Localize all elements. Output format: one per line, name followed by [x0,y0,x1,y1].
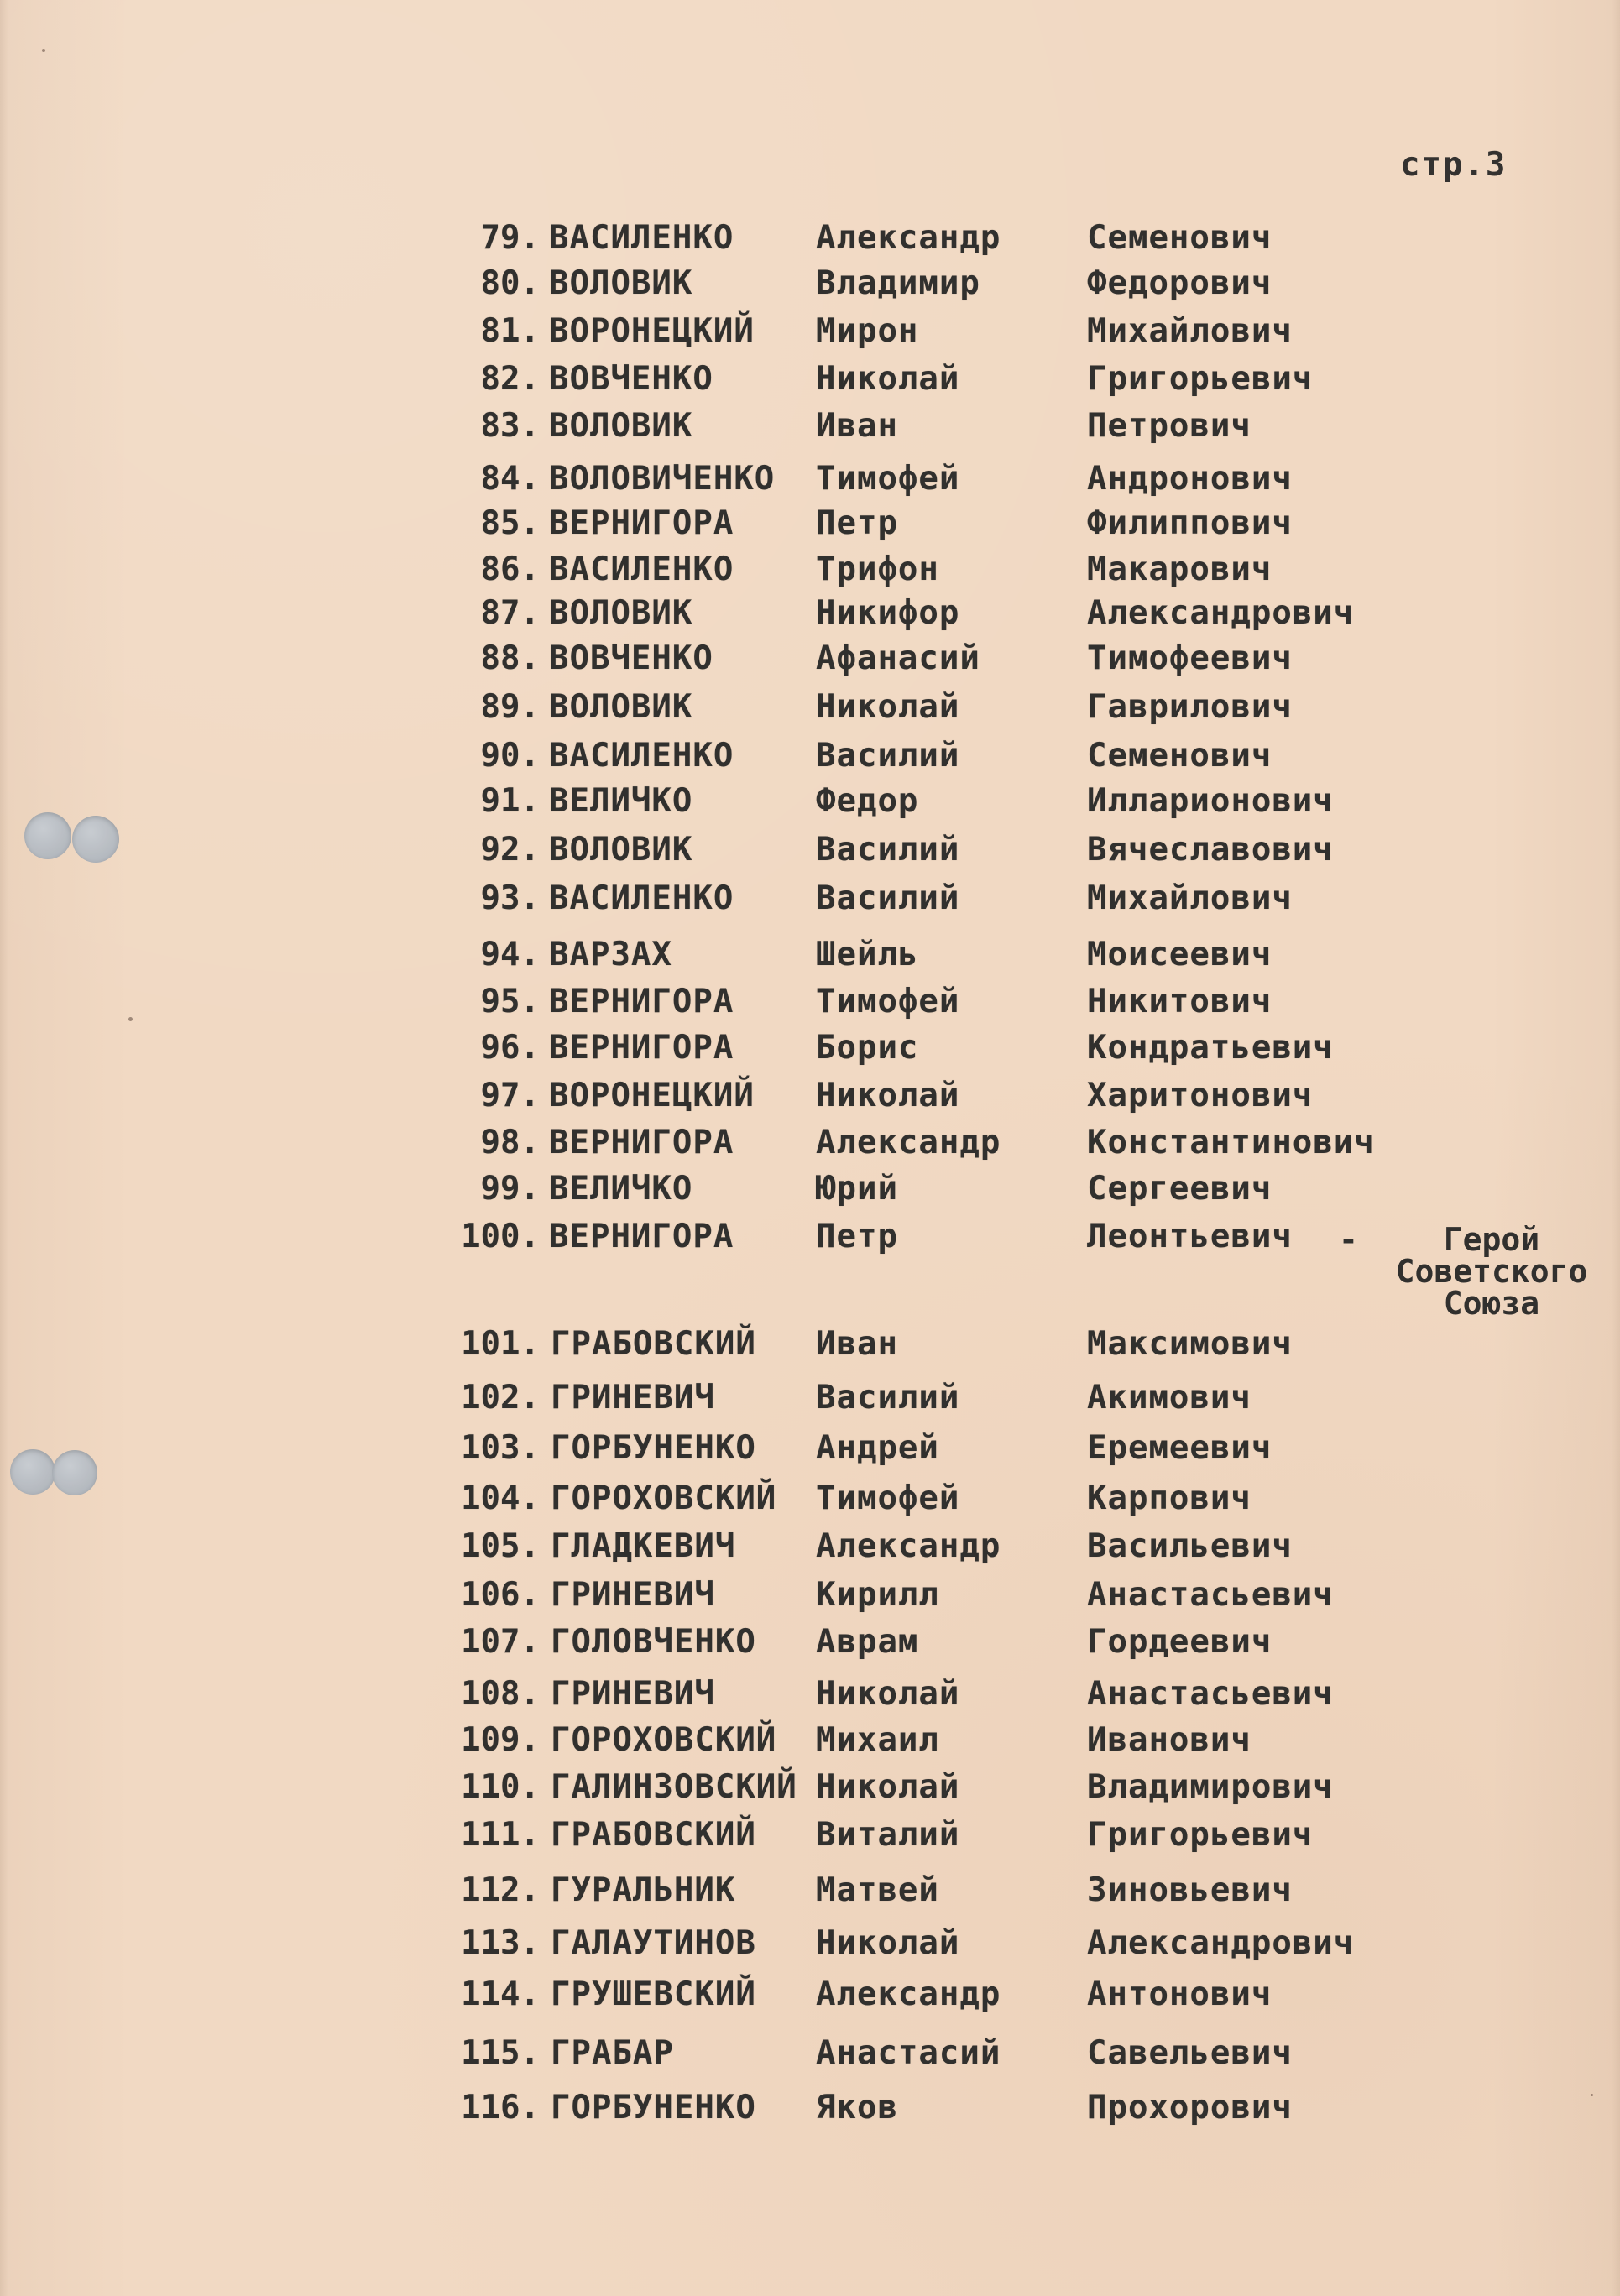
entry-surname: ВЕРНИГОРА [549,1218,734,1255]
entry-patronymic: Григорьевич [1087,360,1314,398]
entry-surname: ВАСИЛЕНКО [549,737,734,775]
entry-patronymic: Анастасьевич [1087,1576,1334,1614]
list-item [0,1923,1620,1964]
entry-patronymic: Зиновьевич [1087,1871,1293,1909]
entry-first-name: Петр [816,504,898,542]
entry-surname: ВОЛОВИК [549,688,693,726]
list-item [0,1767,1620,1808]
entry-surname: ГОРБУНЕНКО [551,1429,756,1467]
entry-patronymic: Вячеславович [1087,831,1334,869]
entry-number: 116. [461,2089,540,2126]
entry-first-name: Василий [816,879,960,917]
list-item [0,830,1620,870]
entry-first-name: Тимофей [816,983,960,1020]
list-item [0,1217,1620,1257]
list-item [0,1479,1620,1519]
entry-surname: ВОРОНЕЦКИЙ [549,1077,755,1114]
entry-patronymic: Семенович [1087,737,1272,775]
entry-number: 106. [461,1576,540,1614]
list-item [0,311,1620,352]
list-item [0,2088,1620,2128]
entry-first-name: Никифор [816,594,960,632]
entry-first-name: Иван [816,407,898,445]
list-item [0,2033,1620,2074]
entry-surname: ГРИНЕВИЧ [551,1576,715,1614]
entry-patronymic: Александрович [1087,594,1355,632]
list-item [0,218,1620,258]
list-item [0,1975,1620,2015]
entry-patronymic: Семенович [1087,219,1272,257]
entry-surname: ВАРЗАХ [549,936,672,973]
entry-number: 86. [480,551,540,588]
entry-number: 101. [461,1325,540,1363]
entry-patronymic: Савельевич [1087,2034,1293,2072]
list-item [0,639,1620,679]
page-number: стр.3 [1400,146,1508,184]
entry-number: 84. [480,460,540,498]
entry-surname: ГРИНЕВИЧ [551,1675,715,1713]
entry-first-name: Михаил [816,1721,939,1759]
entry-patronymic: Андронович [1087,460,1293,498]
list-item [0,406,1620,446]
entry-number: 113. [461,1924,540,1962]
entry-surname: ГЛАДКЕВИЧ [551,1527,736,1565]
list-item [0,1076,1620,1116]
entry-number: 103. [461,1429,540,1467]
entry-first-name: Николай [816,1768,960,1806]
entry-patronymic: Тимофеевич [1087,639,1293,677]
entry-first-name: Юрий [816,1170,898,1208]
entry-first-name: Василий [816,737,960,775]
entry-number: 90. [480,737,540,775]
entry-patronymic: Владимирович [1087,1768,1334,1806]
entry-first-name: Николай [816,1077,960,1114]
list-item [0,1028,1620,1068]
entry-first-name: Владимир [816,264,980,302]
list-item [0,359,1620,399]
hero-note-dash: - [1339,1221,1358,1258]
entry-first-name: Борис [816,1029,919,1067]
entry-first-name: Николай [816,688,960,726]
entry-patronymic: Михайлович [1087,879,1293,917]
entry-number: 91. [480,782,540,820]
entry-patronymic: Васильевич [1087,1527,1293,1565]
entry-surname: ГРУШЕВСКИЙ [551,1975,756,2013]
entry-patronymic: Григорьевич [1087,1816,1314,1854]
entry-first-name: Александр [816,1124,1001,1161]
entry-surname: ГОРОХОВСКИЙ [551,1479,777,1517]
entry-first-name: Александр [816,1527,1001,1565]
entry-number: 102. [461,1379,540,1417]
entry-number: 80. [480,264,540,302]
entry-surname: ГОЛОВЧЕНКО [551,1623,756,1661]
entry-first-name: Николай [816,1924,960,1962]
entry-first-name: Мирон [816,312,919,350]
list-item [0,1169,1620,1209]
entry-number: 105. [461,1527,540,1565]
entry-patronymic: Максимович [1087,1325,1293,1363]
entry-first-name: Тимофей [816,1479,960,1517]
list-item [0,879,1620,919]
entry-surname: ВАСИЛЕНКО [549,879,734,917]
entry-surname: ВОРОНЕЦКИЙ [549,312,755,350]
list-item [0,504,1620,544]
entry-number: 93. [480,879,540,917]
entry-surname: ГАЛАУТИНОВ [551,1924,756,1962]
list-item [0,550,1620,590]
paper-speck [42,49,45,52]
entry-first-name: Афанасий [816,639,980,677]
entry-first-name: Федор [816,782,919,820]
entry-number: 85. [480,504,540,542]
entry-number: 81. [480,312,540,350]
entry-surname: ГРАБОВСКИЙ [551,1816,756,1854]
entry-surname: ВОВЧЕНКО [549,639,713,677]
entry-patronymic: Михайлович [1087,312,1293,350]
list-item [0,736,1620,776]
entry-surname: ВАСИЛЕНКО [549,219,734,257]
entry-first-name: Василий [816,831,960,869]
entry-surname: ВАСИЛЕНКО [549,551,734,588]
entry-first-name: Трифон [816,551,939,588]
entry-patronymic: Иванович [1087,1721,1252,1759]
entry-first-name: Андрей [816,1429,939,1467]
entry-first-name: Аврам [816,1623,919,1661]
list-item [0,593,1620,634]
entry-first-name: Иван [816,1325,898,1363]
entry-first-name: Виталий [816,1816,960,1854]
entry-number: 87. [480,594,540,632]
entry-first-name: Николай [816,1675,960,1713]
entry-surname: ВОВЧЕНКО [549,360,713,398]
entry-patronymic: Еремеевич [1087,1429,1272,1467]
entry-first-name: Яков [816,2089,898,2126]
entry-number: 97. [480,1077,540,1114]
list-item [0,1622,1620,1662]
list-item [0,935,1620,975]
entry-surname: ВОЛОВИК [549,831,693,869]
entry-patronymic: Филиппович [1087,504,1293,542]
entry-first-name: Василий [816,1379,960,1417]
entry-patronymic: Моисеевич [1087,936,1272,973]
entry-first-name: Кирилл [816,1576,939,1614]
list-item [0,1324,1620,1365]
entry-number: 83. [480,407,540,445]
list-item [0,1428,1620,1469]
entry-first-name: Петр [816,1218,898,1255]
entry-surname: ВОЛОВИЧЕНКО [549,460,776,498]
entry-surname: ГРАБАР [551,2034,674,2072]
entry-surname: ГРАБОВСКИЙ [551,1325,756,1363]
entry-number: 82. [480,360,540,398]
list-item [0,982,1620,1022]
entry-number: 79. [480,219,540,257]
entry-patronymic: Гаврилович [1087,688,1293,726]
hero-note-line: Советского [1395,1253,1588,1290]
entry-number: 104. [461,1479,540,1517]
entry-patronymic: Гордеевич [1087,1623,1272,1661]
hero-note-line: Герой [1443,1221,1540,1258]
entry-number: 99. [480,1170,540,1208]
entry-surname: ГРИНЕВИЧ [551,1379,715,1417]
entry-number: 114. [461,1975,540,2013]
list-item [0,1526,1620,1567]
entry-patronymic: Константинович [1087,1124,1375,1161]
entry-number: 109. [461,1721,540,1759]
entry-patronymic: Акимович [1087,1379,1252,1417]
entry-patronymic: Антонович [1087,1975,1272,2013]
entry-patronymic: Леонтьевич [1087,1218,1293,1255]
list-item [0,1123,1620,1163]
entry-surname: ВЕРНИГОРА [549,1029,734,1067]
list-item [0,1815,1620,1855]
entry-first-name: Шейль [816,936,919,973]
list-item [0,264,1620,304]
list-item [0,781,1620,822]
entry-patronymic: Сергеевич [1087,1170,1272,1208]
list-item [0,1575,1620,1615]
entry-number: 88. [480,639,540,677]
entry-first-name: Тимофей [816,460,960,498]
entry-patronymic: Прохорович [1087,2089,1293,2126]
list-item [0,1720,1620,1761]
entry-number: 108. [461,1675,540,1713]
entry-surname: ВОЛОВИК [549,407,693,445]
entry-number: 94. [480,936,540,973]
entry-surname: ВЕРНИГОРА [549,1124,734,1161]
entry-number: 111. [461,1816,540,1854]
list-item [0,1871,1620,1911]
entry-first-name: Александр [816,219,1001,257]
entry-patronymic: Петрович [1087,407,1252,445]
hero-note-line: Союза [1443,1285,1540,1322]
entry-patronymic: Илларионович [1087,782,1334,820]
list-item [0,687,1620,728]
entry-surname: ГУРАЛЬНИК [551,1871,736,1909]
entry-number: 100. [461,1218,540,1255]
entry-surname: ВЕРНИГОРА [549,983,734,1020]
entry-number: 96. [480,1029,540,1067]
hero-note [1378,1221,1605,1322]
entry-patronymic: Александрович [1087,1924,1355,1962]
list-item [0,1674,1620,1714]
entry-patronymic: Никитович [1087,983,1272,1020]
entry-patronymic: Карпович [1087,1479,1252,1517]
entry-surname: ГОРБУНЕНКО [551,2089,756,2126]
entry-surname: ВЕЛИЧКО [549,1170,693,1208]
entry-surname: ВОЛОВИК [549,264,693,302]
entry-patronymic: Анастасьевич [1087,1675,1334,1713]
entry-number: 98. [480,1124,540,1161]
entry-patronymic: Кондратьевич [1087,1029,1334,1067]
entry-patronymic: Макарович [1087,551,1272,588]
entry-first-name: Александр [816,1975,1001,2013]
entry-patronymic: Харитонович [1087,1077,1314,1114]
entry-number: 115. [461,2034,540,2072]
entry-number: 92. [480,831,540,869]
entry-surname: ГОРОХОВСКИЙ [551,1721,777,1759]
entry-number: 110. [461,1768,540,1806]
entry-patronymic: Федорович [1087,264,1272,302]
entry-surname: ВОЛОВИК [549,594,693,632]
entry-surname: ВЕЛИЧКО [549,782,693,820]
list-item [0,459,1620,499]
list-item [0,1378,1620,1418]
entry-number: 89. [480,688,540,726]
entry-surname: ГАЛИНЗОВСКИЙ [551,1768,797,1806]
entry-first-name: Анастасий [816,2034,1001,2072]
entry-number: 95. [480,983,540,1020]
entry-first-name: Матвей [816,1871,939,1909]
entry-surname: ВЕРНИГОРА [549,504,734,542]
entry-number: 107. [461,1623,540,1661]
entry-number: 112. [461,1871,540,1909]
entry-first-name: Николай [816,360,960,398]
